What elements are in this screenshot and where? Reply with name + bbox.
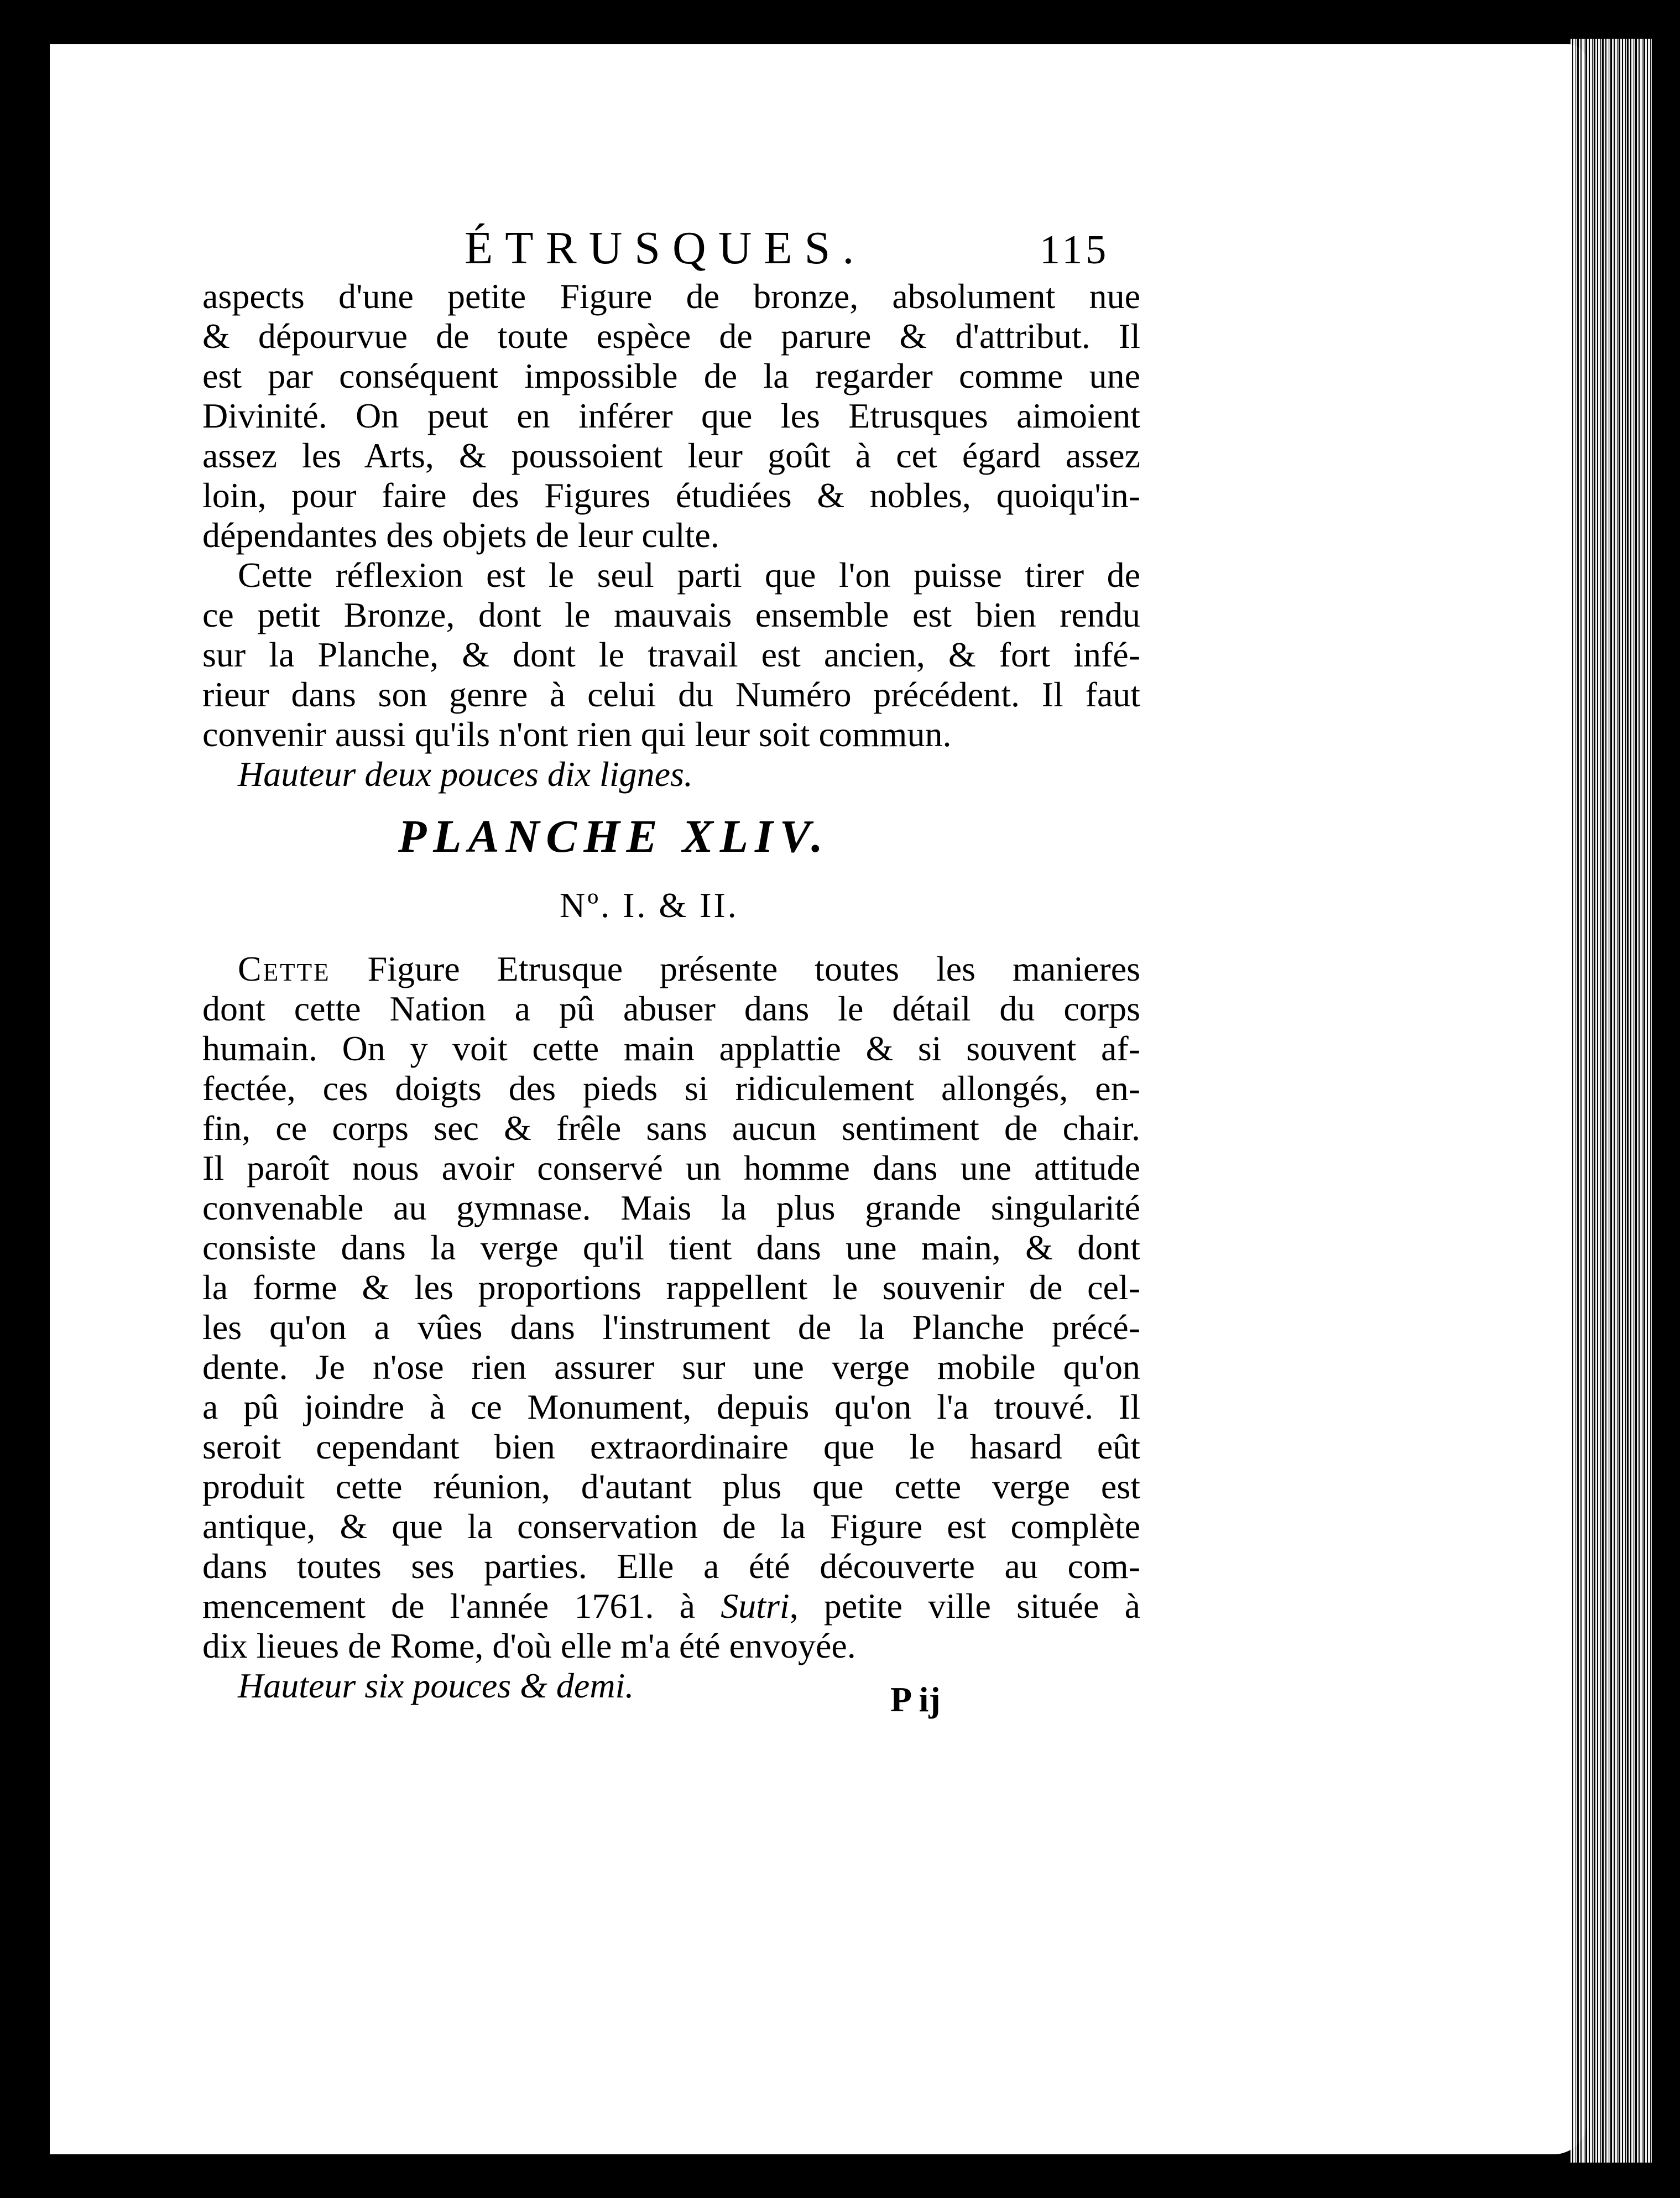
- plate-number: Nº. I. & II.: [560, 886, 739, 925]
- text-line: fectée, ces doigts des pieds si ridiculement allongés, en-: [202, 1069, 1140, 1108]
- text-line: antique, & que la conservation de la Figure est complète: [202, 1507, 1140, 1546]
- text-line: produit cette réunion, d'autant plus que cette verge est: [202, 1467, 1140, 1506]
- text-line: & dépourvue de toute espèce de parure & d'attribut. Il: [202, 316, 1140, 356]
- place-name: Sutri: [721, 1586, 790, 1626]
- height-note: Hauteur six pouces & demi.: [238, 1666, 634, 1705]
- text-line: loin, pour faire des Figures étudiées & nobles, quoiqu'in-: [202, 476, 1140, 515]
- plate-title: PLANCHE XLIV.: [398, 811, 829, 862]
- text-line: humain. On y voit cette main applattie & si souvent af-: [202, 1029, 1140, 1068]
- page-edges: [1571, 39, 1653, 2163]
- text-line: seroit cependant bien extraordinaire que le hasard eût: [202, 1427, 1140, 1466]
- text-line: [238, 949, 1140, 989]
- text-line: Il paroît nous avoir conservé un homme dans une attitude: [202, 1148, 1140, 1187]
- text-line: est par conséquent impossible de la regarder comme une: [202, 356, 1140, 395]
- text-line: fin, ce corps sec & frêle sans aucun sentiment de chair.: [202, 1108, 1140, 1148]
- text-line: la forme & les proportions rappellent le souvenir de cel-: [202, 1268, 1140, 1307]
- text-line: ce petit Bronze, dont le mauvais ensemble est bien rendu: [202, 595, 1140, 634]
- text-line: dépendantes des objets de leur culte.: [202, 515, 719, 555]
- text-line: convenable au gymnase. Mais la plus grande singularité: [202, 1188, 1140, 1227]
- signature-mark: P ij: [890, 1680, 941, 1719]
- text-segment: , petite ville située à: [789, 1586, 1141, 1626]
- text-line: dont cette Nation a pû abuser dans le détail du corps: [202, 989, 1140, 1028]
- page-number: 115: [1040, 227, 1110, 273]
- text-line: dans toutes ses parties. Elle a été découverte au com-: [202, 1546, 1140, 1586]
- text-line: consiste dans la verge qu'il tient dans une main, & dont: [202, 1228, 1140, 1267]
- drop-word: Cette: [238, 949, 331, 988]
- height-note: Hauteur deux pouces dix lignes.: [238, 754, 693, 794]
- text-line: dix lieues de Rome, d'où elle m'a été envoyée.: [202, 1626, 856, 1665]
- text-line: a pû joindre à ce Monument, depuis qu'on l'a trouvé. Il: [202, 1387, 1140, 1426]
- text-line: rieur dans son genre à celui du Numéro précédent. Il faut: [202, 675, 1140, 714]
- text-line: Cette réflexion est le seul parti que l'on puisse tirer de: [238, 555, 1140, 595]
- running-head: ÉTRUSQUES.: [465, 222, 867, 274]
- text-segment: Figure Etrusque présente toutes les manieres: [330, 949, 1140, 988]
- text-segment: mencement de l'année 1761. à: [202, 1586, 721, 1626]
- text-line: sur la Planche, & dont le travail est ancien, & fort infé-: [202, 635, 1140, 674]
- text-line: les qu'on a vûes dans l'instrument de la Planche précé-: [202, 1308, 1140, 1347]
- text-line: [202, 1586, 1140, 1626]
- text-line: Divinité. On peut en inférer que les Etrusques aimoient: [202, 396, 1140, 435]
- text-line: convenir aussi qu'ils n'ont rien qui leur soit commun.: [202, 715, 952, 754]
- text-line: assez les Arts, & poussoient leur goût à cet égard assez: [202, 436, 1140, 475]
- text-line: dente. Je n'ose rien assurer sur une verge mobile qu'on: [202, 1347, 1140, 1387]
- text-line: aspects d'une petite Figure de bronze, absolument nue: [202, 277, 1140, 316]
